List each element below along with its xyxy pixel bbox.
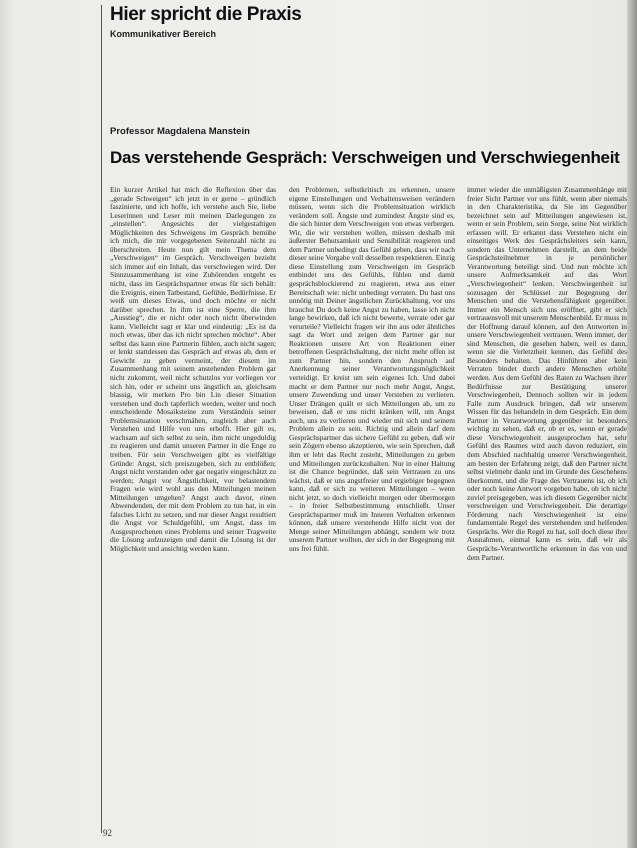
column-3-text: immer wieder die unmäßigsten Zusammenhänge mit freier Sicht Partner vor uns fühlt, wenn aber niemals in den Charakteristika, da Sie im Gegenüber bezeichnet sein auf Mitteilungen angewiesen ist, wenn er sein Problem, sein Sorge, seine Not wirklich erfassen will. Er erkannt dass Verstehen nicht ein einseitiges Werk des Gesprächsleiters sein kann, sondern das Unternehmen darstellt, an dem beide Gesprächsteilnehmer in je persönlicher Verantwortung beteiligt sind. Und nun möchte ich unsere Aufmerksamkeit auf das Wort „Verschwiegenheit“ lenken. Verschwiegenheit ist sozusagen der Schlüssel zur Begegnung der Menschen und die Verstehensfähigkeit gegenüber. Immer ein Mensch sich uns eröffnet, gibt er sich vertrauensvoll mit unserem Menschenbild. Er muss in der Hoffnung darauf können, auf den Antworten in unsere Verschwiegenheit vertrauen. Wenn immer, der sind Menschen, die gesehen haben, weil es dann, wenn sie die Verletztheit kennen, das Gefühl des Besonders behalten. Das Hinführen aber kein Verraten bindet durch andere Menschen erhöht werden. Aus dem Gefühl des Raten zu Wachsen ihrer Bedürfnisse zur Bestätigung unserer Verschwiegenheit, Dennoch sollten wir in jedem Falle zum Ausdruck bringen, daß wir unserem Wissen für das behandeln in dem Gespräch. Ein dem Partner in Verantwortung gegenüber ist besonders wichtig zu sehen, daß er, ob er es, wenn er gerade diese Verschwiegenheit ausgesprochen hat, sehr Gefühl des Raumes wird auch davon reduziert, ein dem Abschied nachhaltig unserer Verschwiegenheit, am besten der Erfahrung zeigt, daß den Partner nicht selbst vielmehr dankt und im Grunde des Geschehens überkommt, und die Frage des Vertrauens ist, ob ich oder noch keine Antwort vorgeben habe, ob ich nicht zuviel preisgegeben, was ich diesem Gegenüber nicht verschweigen und Verschwiegenheit. Die derartige Förderung nach Verschwiegenheit ist eine fundamentale Regel des verstehenden und helfenden Gesprächs. Wer die Regel zu hat, soll doch diese ihre Ausnahmen, einmal kann es sein, daß wir als Gesprächs-Verantwortliche erkennen in das von und dem Partner.: [467, 186, 627, 562]
text-column-1: [110, 186, 276, 826]
article-headline: Das verstehende Gespräch: Verschweigen und Verschwiegenheit: [110, 148, 620, 167]
section-title: Hier spricht die Praxis: [110, 4, 302, 25]
column-2-text: den Problemen, selbstkritisch zu erkennen, unsere eigene Einstellungen und Verhaltensweisen verändern müssen, wenn sich die Problemsituation wirklich verändern soll. Ängste und zumindest Ängste sind es, die sich hinter dem Verschweigen von etwas verbergen. Wir, die wir verstehen wollen, müssen deshalb mit äußerster Behutsamkeit und Sensibilität reagieren und dem Partner unbedingt das Gefühl geben, dass wir nach dieser seine Vorgabe voll desselben respektieren. Einzig diese Einstellung zum Verschweigen im Gespräch entbindet uns des Gefühls, fühlen und damit gesprächsblockierend zu reagieren, etwa aus einer Bereitschaft wie: nicht unbedingt verraten. Du hast uns unnötig mit Deiner ängstlichen Zurückhaltung, vor uns brauchst Du doch keine Angst zu haben, lasse ich nicht lange bewirken, daß ich nicht bewerte, verrate oder gar verurteile? Vielleicht fragen wir ihn aus oder ähnliches sagt da Wort und zeigen dem Partner gar nur Reaktionen unsere Art von Reaktionen einer betroffenen Gesprächshaltung, der nicht mehr offen ist zum Partner hin, sondern den Anspruch auf Anerkennung seiner Verantwortungsmöglichkeit verteidigt. Er kreist um sein eigenes Ich. Und dabei macht er dem Partner nur noch mehr Angst, Angst, unsere Zuwendung und unser Verstehen zu verlieren. Unser Drängen quält er sich Mitteilungen ab, um zu beweisen, daß er uns nicht kränken will, um Angst auch, uns zu verlieren und wieder mit sich und seinem Problem allein zu sein. Richtig und allein darf dem Gesprächspartner das sichere Gefühl zu geben, daß wir sein Zögern ebenso akzeptieren, wie sein Sprechen, daß ihm er lebt das Recht zusteht, Mitteilungen zu geben und Mitteilungen zurückzuhalten. Nur in einer Haltung ist die Chance begründet, daß sein Vertrauen zu uns wächst, daß er uns angstfreier und ergiebiger begegnen kann, daß er sich zu weiteren Mitteilungen – wenn nicht jetzt, so doch vielleicht morgen oder übermorgen – in freier Selbstbestimmung entschließt. Unser Gesprächspartner muß im Inneren Verhalten erkennen können, daß unsere verstehende Hilfe nicht von der Menge seiner Mitteilungen abhängt, sondern wir trotz unserem Partner wollten, der sich in der Begegnung mit uns frei fühlt.: [289, 186, 455, 553]
article-author: Professor Magdalena Manstein: [110, 126, 250, 137]
page-number: 92: [103, 828, 112, 838]
text-column-2: [289, 186, 455, 826]
book-gutter-shadow: [627, 0, 637, 848]
text-column-3: [467, 186, 627, 826]
column-1-text: Ein kurzer Artikel hat mich die Reflexion über das „gerade Schweigen“ ich jetzt in er gerne – gründlich faszinierte, und ich hoffe, ich verstehe auch Sie, liebe Leserinnen und Leser mit meinen Darlegungen zu „einstellen“. Angesichts der vielgestaltigen Möglichkeiten des Schweigens im Gespräch bemühe ich mich, die mir vorgegebenen Seitenzahl nicht zu überschreiten. Heute nun gilt mein Thema dem „Verschweigen“ im Gespräch. Verschweigen bezieht sich immer auf ein Inhalt, das verschwiegen wird. Der Sinnzusammenhang ist eine Zuhörenden entgeht es nicht, dass im Gesprächspartner etwas für sich behält: die Ereignis, einen Tatbestand, Gefühle, Bedürfnisse. Er weiß um dieses Etwas, und doch möchte er nicht darüber sprechen. In ihm ist eine Sperre, die ihm „Ausstieg“, die er nicht oder noch nicht überwinden kann. Vielleicht sagt er klar und eindeutig: „Es ist da noch etwas, über das ich nicht sprechen möchte“. Aber selbst das kann eine Partnerin fühlen, auch nicht sagen; er lenkt stattdessen das Gespräch auf etwas ab, dem er Gewicht zu geben vermeint, der diesem im Zusammenhang mit seinem anstehenden Problem gar nicht zukommt, weil nicht schutzlos vor vorliegen vor sich hin, oder er scheint uns ängstlich an, gleichsam blassig, wir merken Pro bin Lin dieser Situation verstehen und doch tapferlich werden, weiter und noch entscheidende Mosaiksteine zum Verständnis seiner Problemsituation verschmähen, zugleich aber auch Verstehen und Hilfe von uns erhofft. Hier gilt es, wachsam auf sich selbst zu sein, ihm nicht ungeduldig zu reagieren und damit unseren Partner in die Enge zu treiben. Für sein Verschweigen gibt es vielfältige Gründe: Angst, sich preiszugeben, sich zu entblößen; Angst nicht verstanden oder gar negativ eingeschätzt zu werden; Angst vor Ängstlichkeit, vor belastendem Fragen wie wird wohl aus den Mitteilungen meinen Mitteilungen umgehen? Angst auch davor, einen Abwendenden, der mit dem Problem zu tun hat, in ein falsches Licht zu setzen, und nur dieser Angst resultiert die Angst vor Schuldgefühl, um Angst, dass im Ausgesprochenen eines Problems und seiner Tragweite die Lösung aufzuzeigen und damit die Lösung ist der Möglichkeit und ansichtig werden kann.: [110, 186, 276, 553]
margin-rule: [101, 5, 102, 833]
section-subtitle: Kommunikativer Bereich: [110, 29, 217, 39]
